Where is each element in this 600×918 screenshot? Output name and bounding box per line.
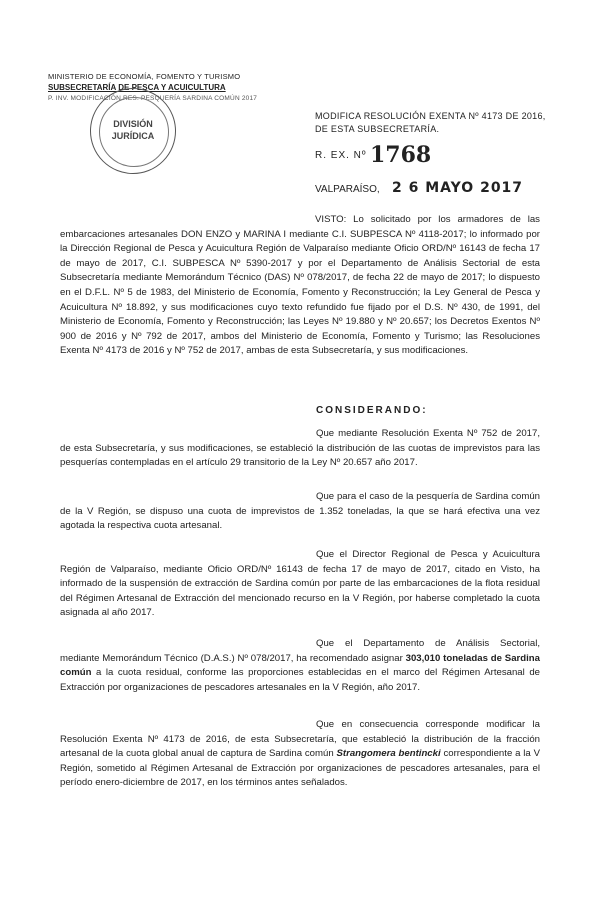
considerando-title: CONSIDERANDO: xyxy=(316,405,428,416)
c5-species: Strangomera bentincki xyxy=(336,748,441,760)
considerando-2: Que para el caso de la pesquería de Sardina común de la V Región, se dispuso una cuota de imprevistos de 1.352 toneladas, la que se hará efectiva una vez agotada la respectiva cuota artesanal. xyxy=(60,491,540,532)
considerando-4 xyxy=(60,637,540,695)
resolution-number: 1768 xyxy=(370,142,432,168)
subsecretaria-name: SUBSECRETARÍA DE PESCA Y ACUICULTURA xyxy=(48,83,226,92)
subject-line-1: MODIFICA RESOLUCIÓN EXENTA Nº 4173 DE 2016, xyxy=(315,111,546,121)
stamp-line-2: JURÍDICA xyxy=(111,131,155,141)
place: VALPARAÍSO, xyxy=(315,184,380,195)
stamp-line-1: DIVISIÓN xyxy=(113,119,153,129)
subject xyxy=(315,110,546,136)
considerando-3: Que el Director Regional de Pesca y Acuicultura Región de Valparaíso, mediante Oficio ORD/Nº 16143 de fecha 17 de mayo de 2017, citado en Visto, ha informado de la suspensión de extracción de Sardina común por parte de las embarcaciones de la flota residual del Régimen Artesanal de Extracción del mencionado recurso en la V Región, por haberse completado la cuota asignada al año 2017. xyxy=(60,549,540,619)
ministry-name: MINISTERIO DE ECONOMÍA, FOMENTO Y TURISMO xyxy=(48,72,241,81)
visto-paragraph xyxy=(60,213,540,359)
considerando-5 xyxy=(60,718,540,791)
subject-line-2: DE ESTA SUBSECRETARÍA. xyxy=(315,124,440,134)
resolution-label: R. EX. Nº xyxy=(315,150,367,161)
division-juridica-stamp xyxy=(90,88,176,174)
c4-text-a: Que el Departamento de Análisis Sectorial, mediante Memorándum Técnico (D.A.S.) Nº 078/2017, ha recomendado asignar xyxy=(60,638,540,664)
considerando-1: Que mediante Resolución Exenta Nº 752 de 2017, de esta Subsecretaría, y sus modificaciones, se estableció la distribución de las cuotas de imprevistos para las pesquerías contempladas en el artículo 29 transitorio de la Ley Nº 20.657 año 2017. xyxy=(60,428,540,469)
c4-text-c: a la cuota residual, conforme las proporciones establecidas en el marco del Régimen Artesanal de Extracción por organizaciones de pescadores artesanales en la V Región, año 2017. xyxy=(60,667,540,693)
pinv-code: P. INV. MODIFICACIÓN RES. PESQUERÍA SARDINA COMÚN 2017 xyxy=(48,95,258,102)
date: 2 6 MAYO 2017 xyxy=(392,180,524,196)
visto-label: VISTO: xyxy=(315,214,347,225)
c4-highlight: 303,010 toneladas de Sardina común xyxy=(60,652,540,679)
visto-text: Lo solicitado por los armadores de las embarcaciones artesanales DON ENZO y MARINA I mediante C.I. SUBPESCA Nº 4118-2017; lo informado por la Dirección Regional de Pesca y Acuicultura Región de Valparaíso mediante Oficio ORD/Nº 16143 de fecha 17 de mayo de 2017, C.I. SUBPESCA Nº 5390-2017 y por el Departamento de Análisis Sectorial de esta Subsecretaría mediante Memorándum Técnico (DAS) Nº 078/2017, de fecha 22 de mayo de 2017; lo dispuesto en el D.F.L. Nº 5 de 1983, del Ministerio de Economía, Fomento y Reconstrucción; la Ley General de Pesca y Acuicultura Nº 18.892, y sus modificaciones cuyo texto refundido fue fijado por el D.S. Nº 430, de 1991, del Ministerio de Economía, Fomento y Reconstrucción; las Leyes Nº 19.880 y Nº 20.657; los Decretos Exentos Nº 900 de 2016 y Nº 792 de 2017, ambos del Ministerio de Economía, Fomento y Turismo; las Resoluciones Exenta Nº 4173 de 2016 y Nº 752 de 2017, ambas de esta Subsecretaría, y sus modificaciones. xyxy=(60,214,540,357)
c5-text-a: Que en consecuencia corresponde modificar la Resolución Exenta Nº 4173 de 2016, de esta Subsecretaría, que estableció la distribución de la fracción artesanal de la cuota global anual de captura de Sardina común xyxy=(60,719,540,760)
c5-text-c: correspondiente a la V Región, sometido al Régimen Artesanal de Extracción por organizaciones de pescadores artesanales, para el período enero-diciembre de 2017, en los términos antes señalados. xyxy=(60,748,540,789)
